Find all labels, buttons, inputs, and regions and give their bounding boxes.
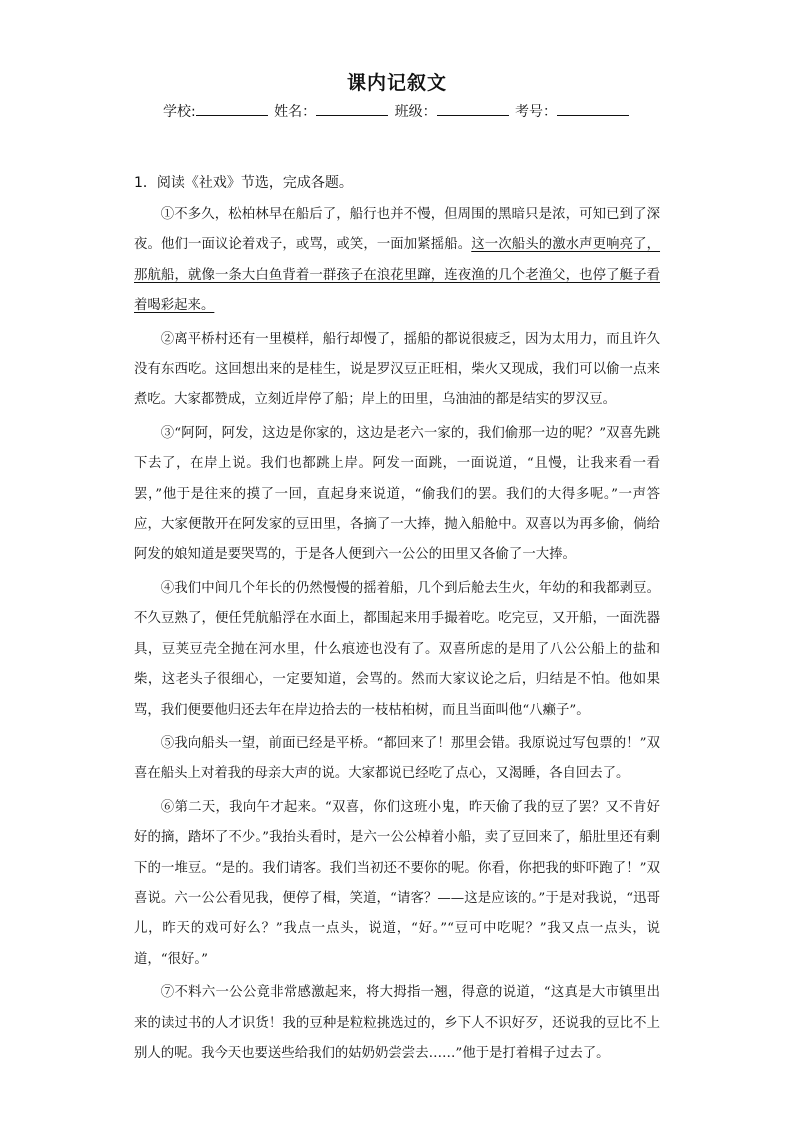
- underlined-sentence: 这一次船头的激水声更响亮了，那航船，就像一条大白鱼背着一群孩子在浪花里蹿，连夜渔的几个老渔父，也停了艇子看着喝彩起来。: [134, 237, 661, 314]
- name-field: [274, 101, 390, 121]
- school-label: 学校:: [162, 104, 196, 120]
- school-field: [163, 101, 270, 121]
- page-title: 课内记叙文: [346, 72, 447, 94]
- class-blank[interactable]: [437, 103, 509, 116]
- paragraph-7: ⑦不料六一公公竟非常感激起来，将大拇指一翘，得意的说道，“这真是大市镇里出来的读过书的人才识货！我的豆种是粒粒挑选过的，乡下人不识好歹，还说我的豆比不上别人的呢。我今天也要送些给我们的姑奶奶尝尝去……”他于是打着楫子过去了。: [134, 985, 660, 1061]
- paragraph-2: ②离平桥村还有一里模样，船行却慢了，摇船的都说很疲乏，因为太用力，而且许久没有东西吃。这回想出来的是桂生，说是罗汉豆正旺相，柴火又现成，我们可以偷一点来煮吃。大家都赞成，立刻近岸停了船；岸上的田里，乌油油的都是结实的罗汉豆。: [134, 331, 660, 408]
- question-prompt: 1．阅读《社戏》节选，完成各题。: [134, 175, 353, 191]
- paragraph-1: [134, 200, 660, 322]
- class-label: 班级：: [394, 104, 437, 120]
- paragraph-5: ⑤我向船头一望，前面已经是平桥。“都回来了！那里会错。我原说过写包票的！”双喜在船头上对着我的母亲大声的说。大家都说已经吃了点心，又渴睡，各自回去了。: [134, 735, 660, 782]
- exam-number-blank[interactable]: [557, 103, 629, 116]
- class-field: [395, 101, 511, 121]
- name-label: 姓名：: [274, 104, 317, 120]
- paragraph-6: ⑥第二天，我向午才起来。“双喜，你们这班小鬼，昨天偷了我的豆了罢？又不肯好好的摘，踏坏了不少。”我抬头看时，是六一公公棹着小船，卖了豆回来了，船肚里还有剩下的一堆豆。“是的。我们请客。我们当初还不要你的呢。你看，你把我的虾吓跑了！”双喜说。六一公公看见我，便停了楫，笑道，“请客？——这是应该的。”于是对我说，“迅哥儿，昨天的戏可好么？”我点一点头，说道，“好。”“豆可中吃呢？”我又点一点头，说道，“很好。”: [134, 799, 660, 967]
- exam-number-field: [515, 101, 631, 121]
- passage: [134, 200, 660, 1072]
- paragraph-1-text: ①不多久，松柏林早在船后了，船行也并不慢，但周围的黑暗只是浓，可知已到了深夜。他们一面议论着戏子，或骂，或笑，一面加紧摇船。: [134, 207, 660, 253]
- exam-number-label: 考号：: [515, 104, 558, 120]
- name-blank[interactable]: [316, 103, 388, 116]
- student-info-line: [0, 101, 794, 121]
- paragraph-4: ④我们中间几个年长的仍然慢慢的摇着船，几个到后舱去生火，年幼的和我都剥豆。不久豆熟了，便任凭航船浮在水面上，都围起来用手撮着吃。吃完豆，又开船，一面洗器具，豆荚豆壳全抛在河水里，什么痕迹也没有了。双喜所虑的是用了八公公船上的盐和柴，这老头子很细心，一定要知道，会骂的。然而大家议论之后，归结是不怕。他如果骂，我们便要他归还去年在岸边拾去的一枝枯桕树，而且当面叫他“八癞子”。: [134, 580, 660, 718]
- paragraph-3: ③“阿阿，阿发，这边是你家的，这边是老六一家的，我们偷那一边的呢？”双喜先跳下去了，在岸上说。我们也都跳上岸。阿发一面跳，一面说道，“且慢，让我来看一看罢，”他于是往来的摸了一回，直起身来说道，“偷我们的罢。我们的大得多呢。”一声答应，大家便散开在阿发家的豆田里，各摘了一大捧，抛入船舱中。双喜以为再多偷，倘给阿发的娘知道是要哭骂的，于是各人便到六一公公的田里又各偷了一大捧。: [134, 425, 660, 563]
- school-blank[interactable]: [196, 103, 268, 116]
